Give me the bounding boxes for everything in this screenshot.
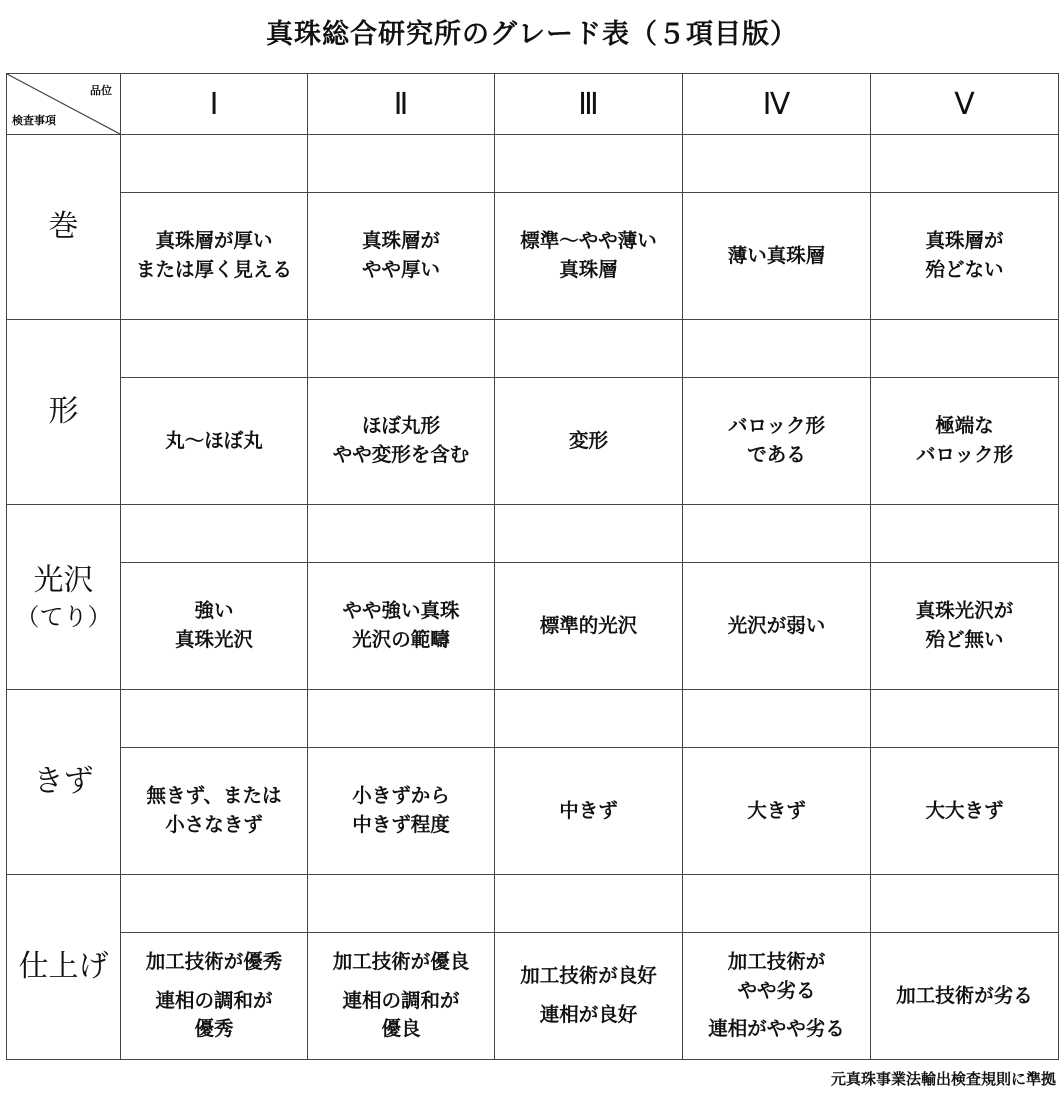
blank-cell: [308, 875, 495, 933]
description-line: やや厚い: [361, 258, 440, 281]
blank-cell: [308, 135, 495, 193]
description-cell: [121, 748, 308, 875]
description-line: 真珠層が: [925, 229, 1004, 253]
grade-header-2: Ⅱ: [308, 74, 495, 135]
blank-cell: [683, 690, 871, 748]
description-cell: [121, 563, 308, 690]
description-line: 加工技術が優良: [332, 949, 470, 973]
blank-cell: [683, 875, 871, 933]
finish-description-cell: [495, 933, 683, 1060]
description-row: [7, 193, 1059, 320]
description-line: 強い: [194, 599, 234, 623]
grade-header-3: Ⅲ: [495, 74, 683, 135]
description-line: 丸～ほぼ丸: [165, 428, 263, 452]
finish-block: [121, 948, 307, 977]
description-line: 加工技術が良好: [520, 964, 657, 988]
page-title: 真珠総合研究所のグレード表（５項目版）: [266, 19, 798, 50]
description-line: 真珠層: [559, 258, 618, 281]
description-line: やや変形を含む: [332, 443, 470, 466]
grade-table-body: [7, 135, 1059, 1060]
description-line: 殆どない: [925, 258, 1004, 281]
blank-cell: [683, 135, 871, 193]
footer-note: 元真珠事業法輸出検査規則に準拠: [830, 1070, 1056, 1088]
description-row: [7, 933, 1059, 1060]
description-line: 連相の調和が: [155, 988, 273, 1012]
corner-top-label: 品位: [90, 84, 112, 97]
blank-cell: [871, 690, 1059, 748]
description-line: 光沢の範疇: [352, 628, 450, 651]
corner-cell: [7, 74, 121, 135]
description-line: 加工技術が優秀: [145, 949, 283, 973]
item-label-cell: [7, 690, 121, 875]
description-cell: [121, 193, 308, 320]
finish-block: [495, 962, 682, 991]
description-line: 極端な: [935, 414, 994, 438]
description-line: 連相の調和が: [342, 988, 460, 1012]
description-cell: [495, 748, 683, 875]
description-line: バロック形: [727, 414, 826, 438]
item-label-cell: [7, 505, 121, 690]
description-row: [7, 563, 1059, 690]
description-line: 標準～やや薄い: [520, 229, 657, 253]
blank-cell: [308, 505, 495, 563]
description-cell: [495, 563, 683, 690]
description-line: 優秀: [194, 1017, 234, 1041]
item-label: 形: [48, 394, 79, 430]
description-line: である: [747, 443, 806, 466]
description-row: [7, 748, 1059, 875]
item-label-cell: [7, 320, 121, 505]
finish-description-cell: [308, 933, 495, 1060]
description-line: 殆ど無い: [925, 628, 1004, 651]
blank-cell: [871, 875, 1059, 933]
grade-header-5: Ⅴ: [871, 74, 1059, 135]
blank-row: [7, 690, 1059, 748]
blank-row: [7, 505, 1059, 563]
blank-cell: [121, 505, 308, 563]
blank-cell: [495, 505, 683, 563]
description-cell: [308, 378, 495, 505]
description-cell: [871, 563, 1059, 690]
header-row: [7, 74, 1059, 135]
description-cell: [495, 193, 683, 320]
description-line: 連相がやや劣る: [708, 1017, 845, 1041]
finish-block: [683, 1015, 870, 1044]
item-sublabel: （てり）: [15, 602, 112, 631]
description-line: 無きず、または: [146, 784, 282, 808]
item-label: 巻: [48, 209, 79, 245]
finish-description-cell: [683, 933, 871, 1060]
description-cell: [871, 748, 1059, 875]
blank-cell: [683, 320, 871, 378]
description-line: 真珠光沢が: [915, 599, 1014, 623]
blank-cell: [495, 320, 683, 378]
description-line: 変形: [568, 428, 608, 452]
description-line: 中きず: [559, 798, 618, 822]
item-label: きず: [33, 764, 94, 800]
blank-row: [7, 875, 1059, 933]
block-gap: [683, 1005, 870, 1015]
finish-block: [308, 987, 494, 1045]
finish-block: [121, 987, 307, 1045]
description-line: 大きず: [747, 798, 806, 822]
description-cell: [683, 193, 871, 320]
description-cell: [871, 378, 1059, 505]
description-line: バロック形: [915, 443, 1014, 466]
description-line: 加工技術が劣る: [896, 983, 1033, 1007]
description-line: 大大きず: [925, 798, 1004, 822]
item-label: 光沢: [33, 563, 94, 599]
description-line: 標準的光沢: [539, 613, 638, 637]
finish-block: [308, 948, 494, 977]
block-gap: [308, 977, 494, 987]
description-row: [7, 378, 1059, 505]
corner-bottom-label: 検査事項: [12, 114, 56, 127]
blank-cell: [495, 690, 683, 748]
blank-cell: [495, 135, 683, 193]
blank-cell: [308, 320, 495, 378]
blank-cell: [121, 875, 308, 933]
blank-cell: [495, 875, 683, 933]
blank-row: [7, 320, 1059, 378]
item-label-cell: [7, 135, 121, 320]
description-line: 真珠光沢: [174, 628, 253, 651]
blank-cell: [121, 690, 308, 748]
description-cell: [308, 193, 495, 320]
description-line: または厚く見える: [135, 258, 292, 281]
blank-cell: [683, 505, 871, 563]
description-line: やや強い真珠: [342, 599, 460, 623]
description-line: 薄い真珠層: [727, 243, 826, 267]
description-line: 小きずから: [352, 784, 450, 808]
blank-cell: [121, 320, 308, 378]
description-line: 優良: [381, 1017, 421, 1041]
description-line: 真珠層が: [361, 229, 440, 253]
blank-cell: [308, 690, 495, 748]
grade-table: [6, 73, 1059, 1060]
description-line: 光沢が弱い: [727, 613, 826, 637]
description-line: 真珠層が厚い: [155, 229, 273, 253]
description-cell: [683, 378, 871, 505]
description-line: やや劣る: [737, 978, 816, 1002]
description-cell: [495, 378, 683, 505]
description-line: 小さなきず: [165, 813, 263, 836]
finish-description-cell: [871, 933, 1059, 1060]
blank-cell: [871, 135, 1059, 193]
item-label-cell: [7, 875, 121, 1060]
blank-row: [7, 135, 1059, 193]
description-cell: [871, 193, 1059, 320]
description-line: 加工技術が: [727, 949, 826, 973]
description-line: 連相が良好: [539, 1003, 638, 1026]
block-gap: [121, 977, 307, 987]
blank-cell: [871, 320, 1059, 378]
finish-block: [871, 982, 1058, 1011]
blank-cell: [121, 135, 308, 193]
block-gap: [495, 991, 682, 1001]
description-cell: [121, 378, 308, 505]
description-cell: [683, 563, 871, 690]
description-line: ほぼ丸形: [361, 414, 440, 438]
grade-header-4: Ⅳ: [683, 74, 871, 135]
blank-cell: [871, 505, 1059, 563]
description-cell: [308, 563, 495, 690]
finish-block: [683, 948, 870, 1006]
finish-block: [495, 1001, 682, 1030]
grade-header-1: Ⅰ: [121, 74, 308, 135]
description-cell: [308, 748, 495, 875]
description-cell: [683, 748, 871, 875]
finish-description-cell: [121, 933, 308, 1060]
item-label: 仕上げ: [18, 949, 109, 985]
description-line: 中きず程度: [352, 813, 450, 836]
